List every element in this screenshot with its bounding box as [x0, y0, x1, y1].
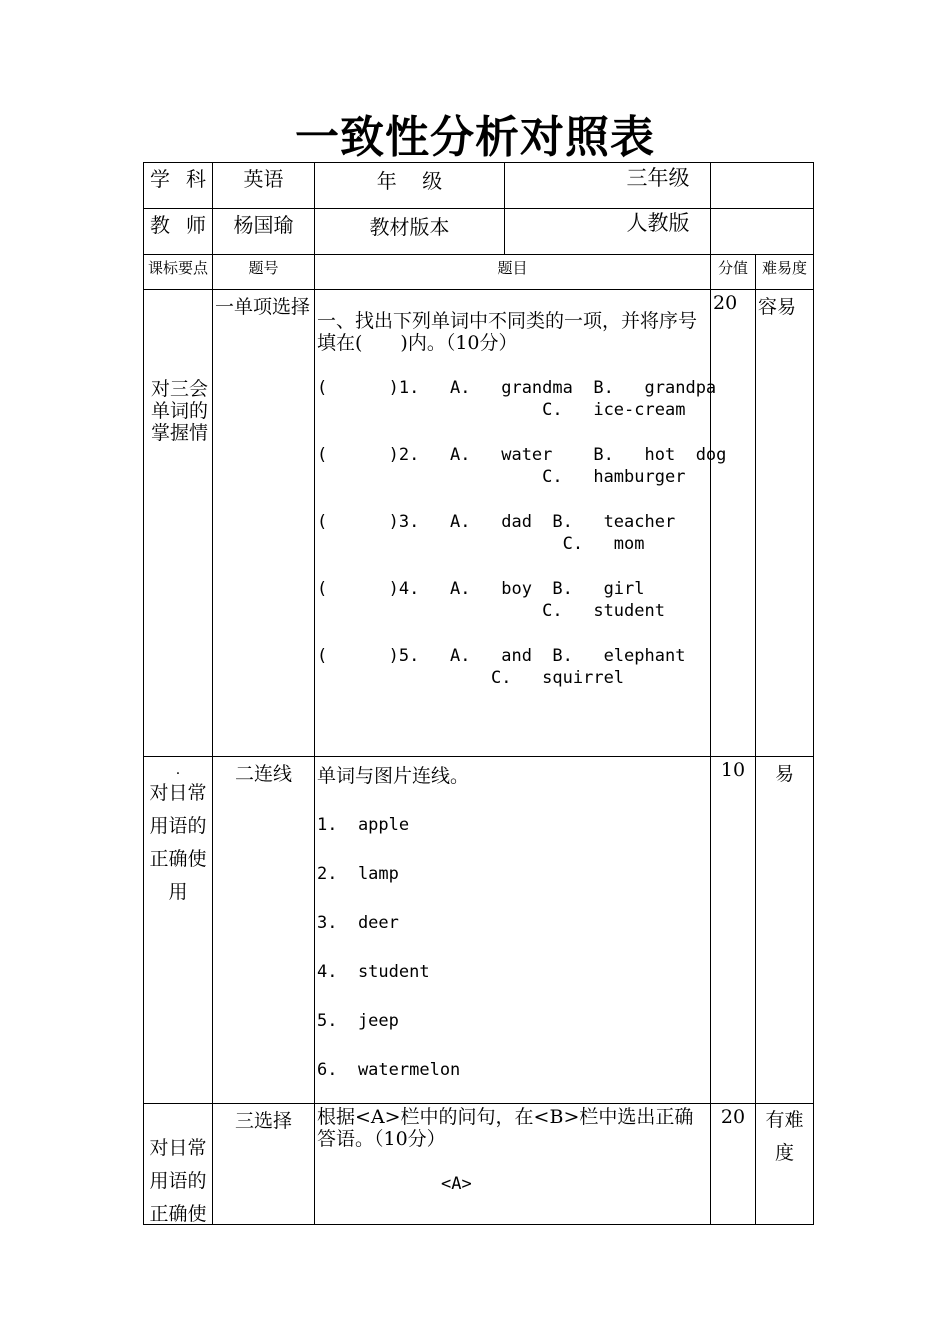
word-item: 6. watermelon — [317, 1060, 461, 1080]
word-item: 1. apple — [317, 815, 410, 835]
score-cell-3: 20 — [711, 1104, 756, 1225]
header-difficulty: 难易度 — [756, 255, 814, 290]
column-a-label: <A> — [441, 1174, 472, 1194]
choice-item: ( )2. A. water B. hot dog C. hamburger — [317, 445, 727, 487]
standard-cell-2 — [144, 757, 213, 1104]
number-cell-1: 一单项选择 — [213, 290, 315, 757]
standard-text-2: 对日常用语的正确使用 — [149, 782, 207, 903]
standard-cell-3 — [144, 1104, 213, 1225]
header-row — [144, 255, 814, 290]
grade-value: 三年级 — [626, 166, 690, 190]
choice-item: ( )5. A. and B. elephant C. squirrel — [317, 646, 686, 688]
header-score: 分值 — [711, 255, 756, 290]
word-item: 2. lamp — [317, 864, 399, 884]
grade-label: 年 级 — [315, 163, 711, 209]
choice-item: ( )3. A. dad B. teacher C. mom — [317, 512, 676, 554]
word-item: 5. jeep — [317, 1011, 399, 1031]
teacher-value: 杨国瑜 — [213, 209, 315, 255]
word-list — [317, 814, 708, 1081]
number-cell-3: 三选择 — [213, 1104, 315, 1225]
header-number: 题号 — [213, 255, 315, 290]
choice-item: ( )1. A. grandma B. grandpa C. ice-cream — [317, 378, 717, 420]
instruction-1: 一、找出下列单词中不同类的一项，并将序号填在( )内。（10分） — [317, 310, 698, 354]
question-cell-3 — [315, 1104, 711, 1225]
standard-text-3: 对日常用语的正确使 — [149, 1137, 207, 1224]
word-item: 3. deer — [317, 913, 399, 933]
question-row-2 — [144, 757, 814, 1104]
score-cell-1: 20 — [711, 290, 756, 757]
page-title: 一致性分析对照表 — [295, 112, 655, 163]
difficulty-cell-2: 易 — [756, 757, 814, 1104]
number-cell-2: 二连线 — [213, 757, 315, 1104]
standard-text-1: 对三会单词的掌握情 — [151, 378, 209, 444]
score-cell-2: 10 — [711, 757, 756, 1104]
question-row-3 — [144, 1104, 814, 1225]
teacher-label: 教 师 — [144, 209, 213, 255]
edition-label: 教材版本 — [315, 209, 505, 254]
question-row-1 — [144, 290, 814, 757]
subject-value: 英语 — [213, 163, 315, 209]
instruction-2: 单词与图片连线。 — [317, 765, 470, 787]
instruction-3: 根据<A>栏中的问句，在<B>栏中选出正确答语。（10分） — [317, 1106, 694, 1150]
analysis-table — [143, 162, 814, 1225]
standard-dot: . — [175, 762, 181, 778]
choice-item: ( )4. A. boy B. girl C. student — [317, 579, 665, 621]
header-standard: 课标要点 — [144, 255, 213, 290]
question-cell-2 — [315, 757, 711, 1104]
choice-list — [317, 377, 727, 689]
word-item: 4. student — [317, 962, 430, 982]
edition-value: 人教版 — [626, 211, 690, 235]
difficulty-cell-3: 有难度 — [756, 1104, 814, 1225]
subject-label: 学 科 — [144, 163, 213, 209]
header-question: 题目 — [315, 255, 711, 290]
difficulty-cell-1: 容易 — [756, 290, 814, 757]
standard-cell-1 — [144, 290, 213, 757]
